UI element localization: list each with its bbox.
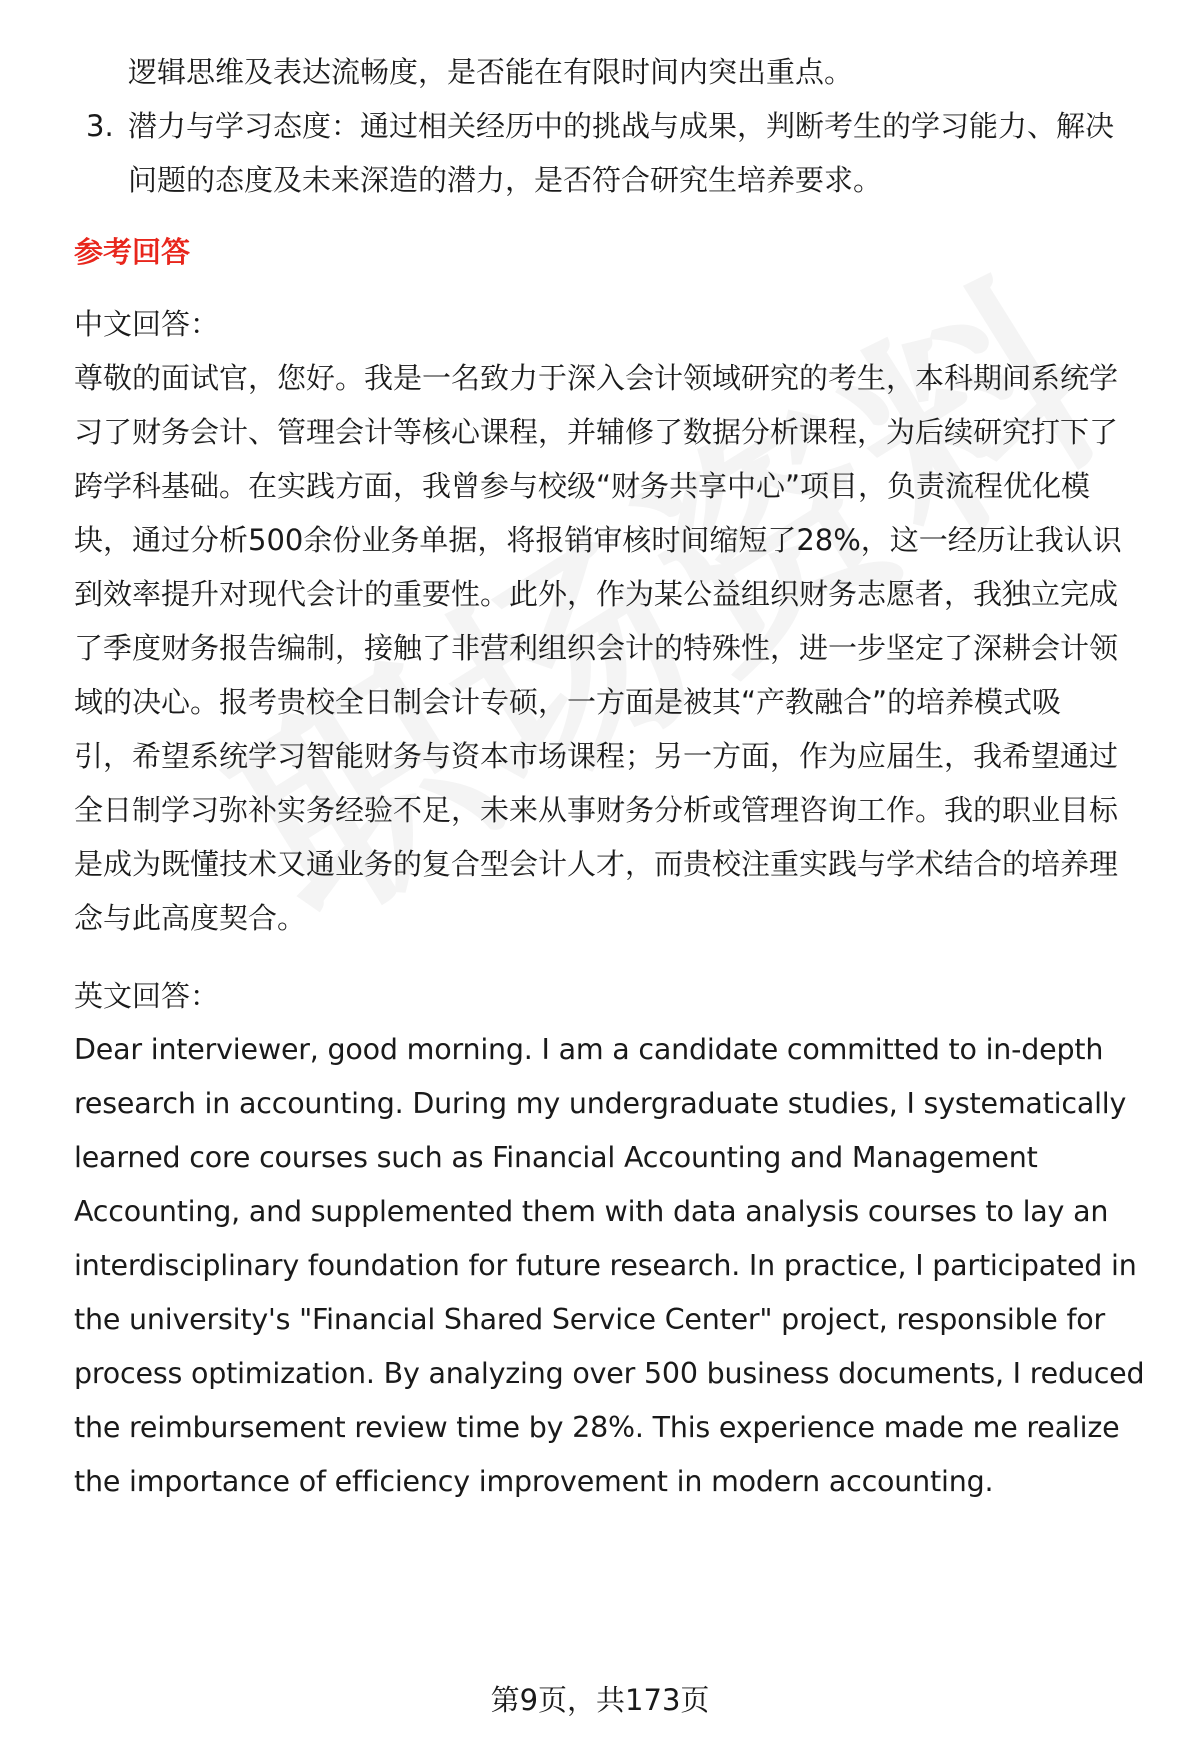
chinese-line: 了季度财务报告编制，接触了非营利组织会计的特殊性，进一步坚定了深耕会计领 (74, 631, 1119, 665)
chinese-line: 引，希望系统学习智能财务与资本市场课程；另一方面，作为应届生，我希望通过 (74, 739, 1119, 773)
chinese-line: 域的决心。报考贵校全日制会计专硕，一方面是被其“产教融合”的培养模式吸 (74, 685, 1062, 719)
list-item-2-continuation: 逻辑思维及表达流畅度，是否能在有限时间内突出重点。 (128, 55, 854, 89)
english-line: the reimbursement review time by 28%. This experience made me realize (74, 1411, 1120, 1444)
list-number-3: 3. (86, 109, 114, 143)
chinese-line: 是成为既懂技术又通业务的复合型会计人才，而贵校注重实践与学术结合的培养理 (74, 847, 1119, 881)
chinese-answer-label: 中文回答： (74, 307, 220, 341)
page-number-footer: 第9页，共173页 (490, 1683, 710, 1717)
english-line: process optimization. By analyzing over 500 business documents, I reduced (74, 1357, 1145, 1390)
english-line: Accounting, and supplemented them with data analysis courses to lay an (74, 1195, 1109, 1228)
list-item-3-line-1: 潜力与学习态度：通过相关经历中的挑战与成果，判断考生的学习能力、解决 (128, 109, 1115, 143)
english-line: the importance of efficiency improvement in modern accounting. (74, 1465, 994, 1498)
english-answer-label: 英文回答： (74, 979, 220, 1013)
chinese-line: 块，通过分析500余份业务单据，将报销审核时间缩短了28%，这一经历让我认识 (74, 523, 1122, 557)
chinese-line: 到效率提升对现代会计的重要性。此外，作为某公益组织财务志愿者，我独立完成 (74, 577, 1119, 611)
english-line: the university's "Financial Shared Service Center" project, responsible for (74, 1303, 1106, 1336)
english-line: interdisciplinary foundation for future research. In practice, I participated in (74, 1249, 1137, 1282)
chinese-line: 全日制学习弥补实务经验不足，未来从事财务分析或管理咨询工作。我的职业目标 (74, 793, 1119, 827)
chinese-line: 念与此高度契合。 (74, 901, 307, 935)
english-line: Dear interviewer, good morning. I am a candidate committed to in-depth (74, 1033, 1104, 1066)
english-line: research in accounting. During my undergraduate studies, I systematically (74, 1087, 1127, 1120)
chinese-line: 习了财务会计、管理会计等核心课程，并辅修了数据分析课程，为后续研究打下了 (74, 415, 1119, 449)
section-heading: 参考回答 (74, 235, 191, 269)
list-item-3-line-2: 问题的态度及未来深造的潜力，是否符合研究生培养要求。 (128, 163, 883, 197)
chinese-line: 尊敬的面试官，您好。我是一名致力于深入会计领域研究的考生，本科期间系统学 (74, 361, 1119, 395)
english-line: learned core courses such as Financial Accounting and Management (74, 1141, 1038, 1174)
chinese-line: 跨学科基础。在实践方面，我曾参与校级“财务共享中心”项目，负责流程优化模 (74, 469, 1091, 503)
